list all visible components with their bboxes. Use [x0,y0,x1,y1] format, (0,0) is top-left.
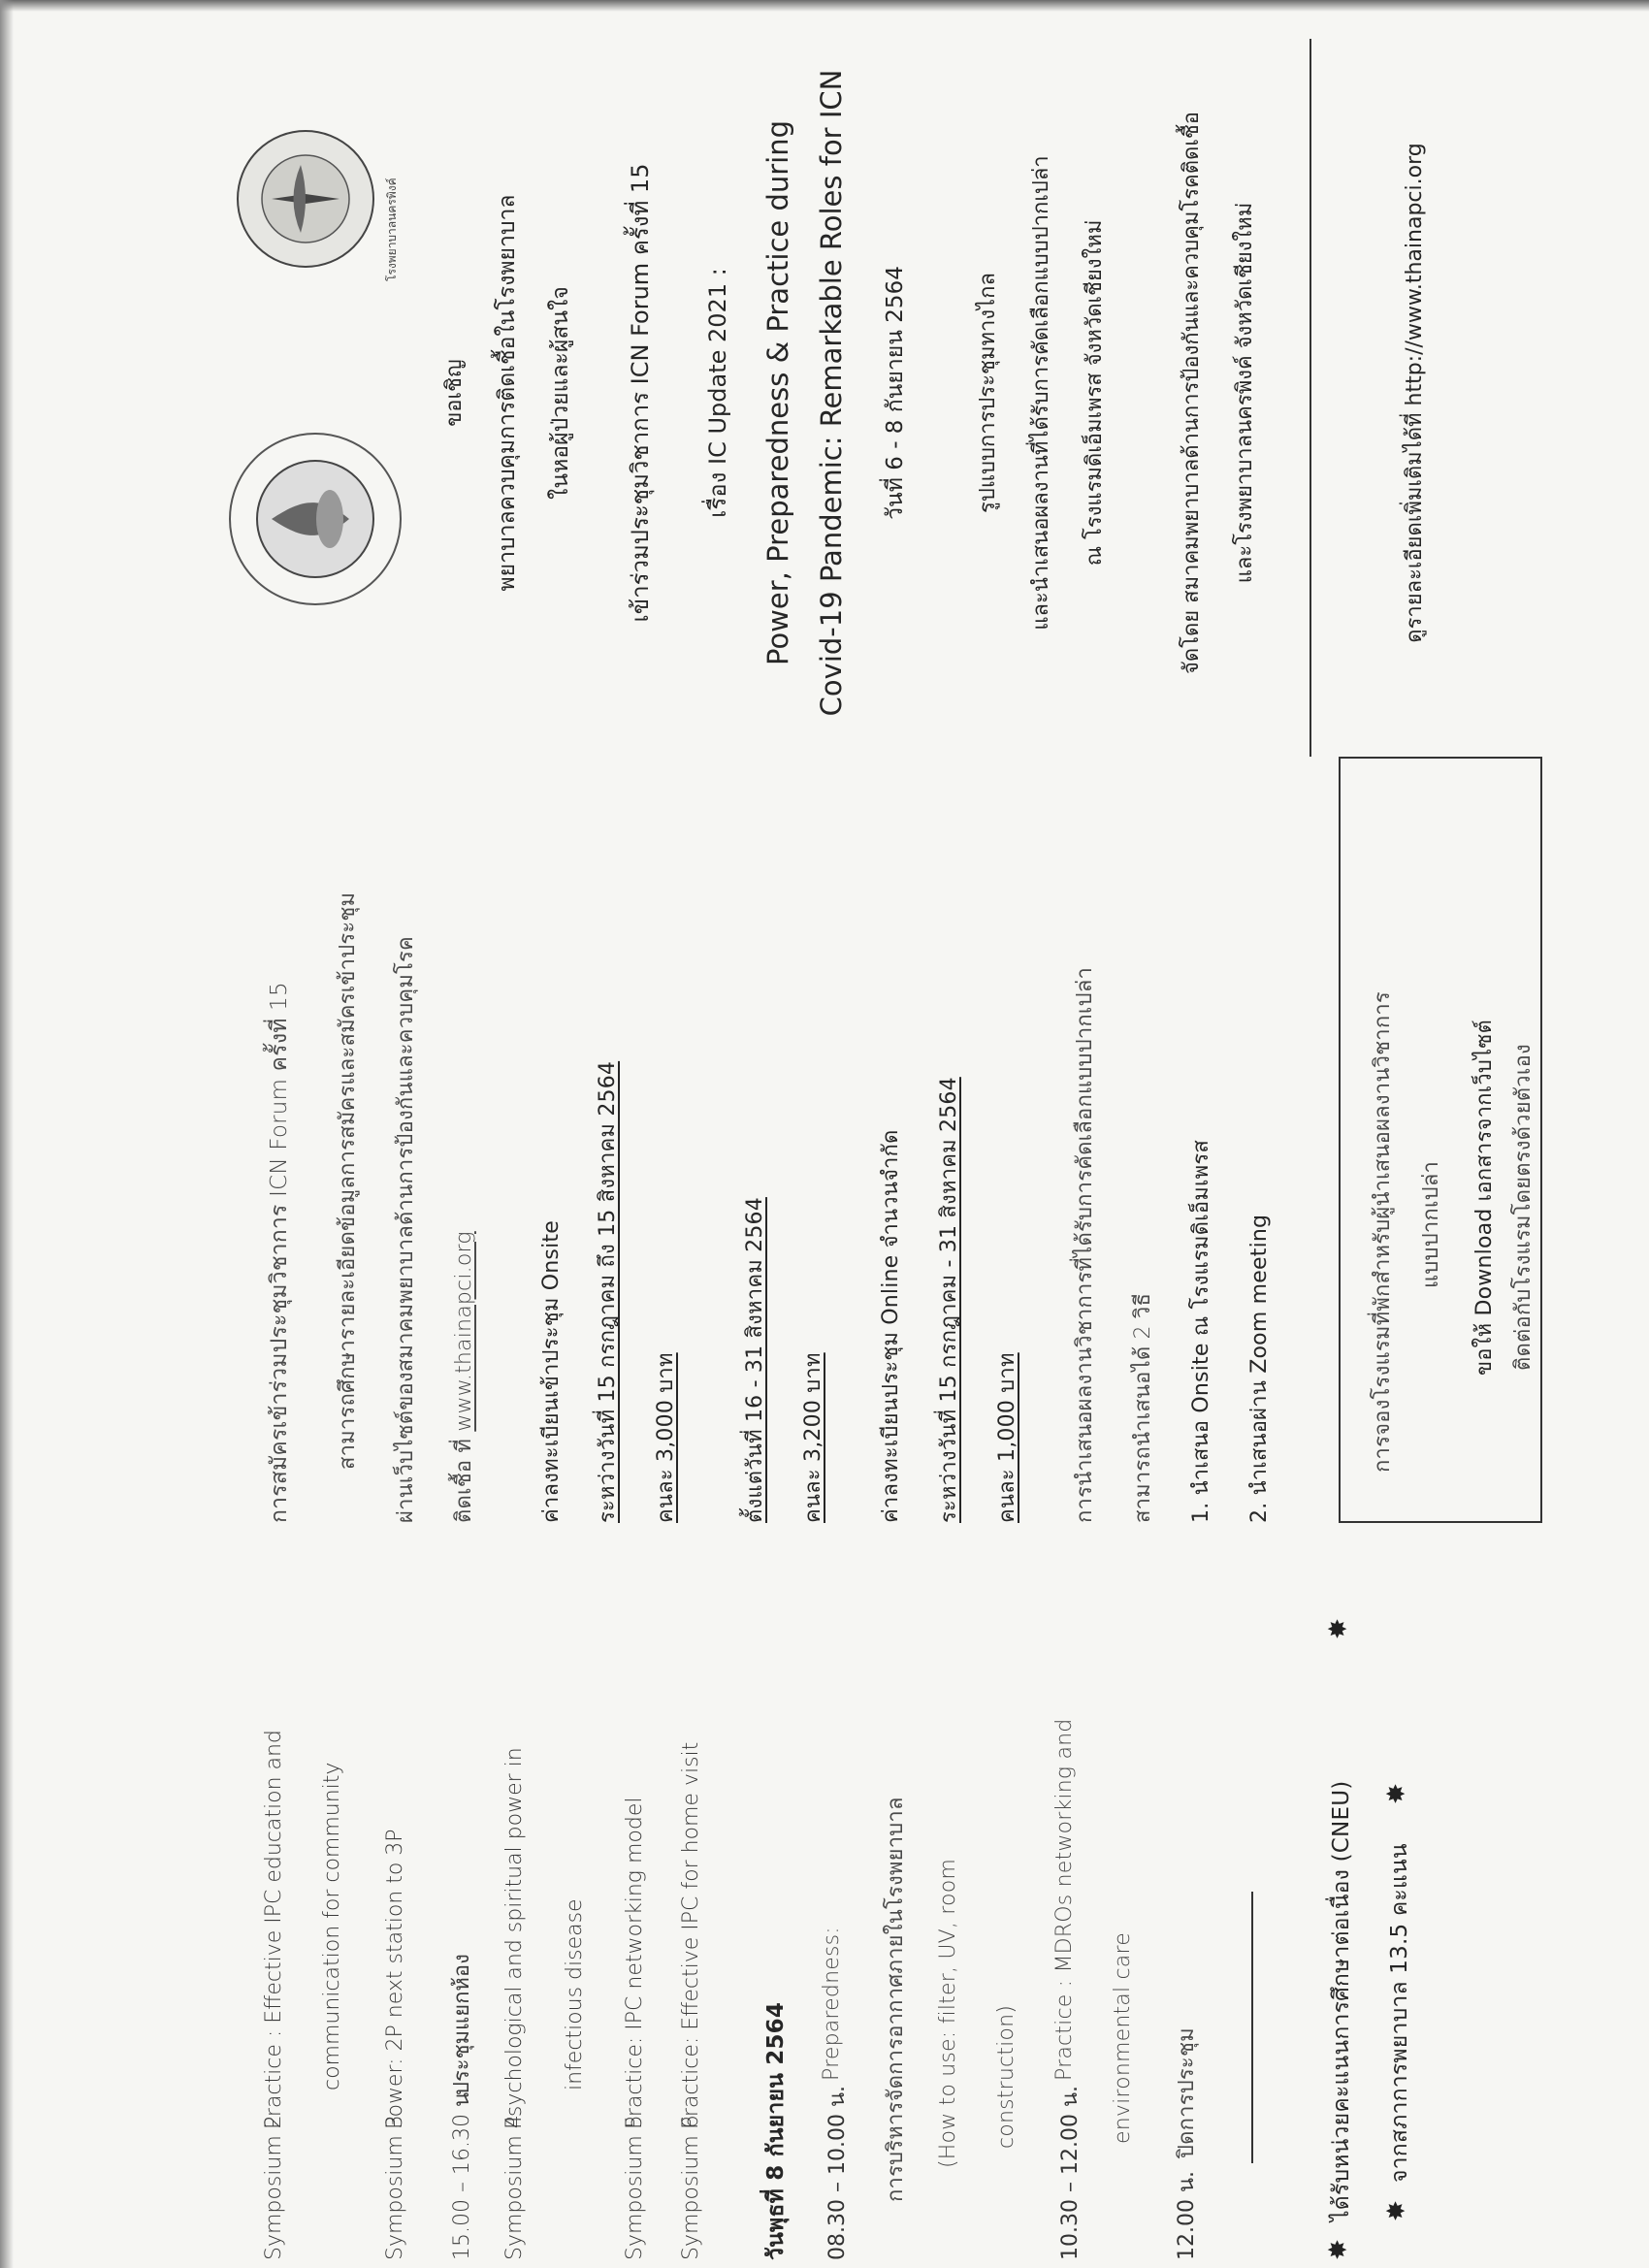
rotated-brochure [39,29,1610,2260]
symposium-2-row [262,1523,301,2260]
schedule-time: 10.30 – 12.00 น. [1058,2086,1083,2260]
registration-intro [446,1231,480,1523]
registration-intro: ผ่านเว็บไซต์ของสมาคมพยาบาลด้านการป้องกันและควบคุมโรค [394,936,418,1523]
schedule-time: 12.00 น. [1175,2170,1199,2260]
presentation-text: การนำเสนอผลงานวิชาการที่ได้รับการคัดเลือกแบบปากเปล่า [1073,966,1097,1523]
symposium-text: Psychological and spiritual power in [502,1747,527,2129]
invite-text: ขอเชิญ [442,359,467,427]
conference-title: Covid-19 Pandemic: Remarkable Roles for ICN [815,69,848,717]
association-logo-icon [223,427,407,611]
symposium-text: Practice : Effective IPC education and [262,1730,286,2129]
invitee-text: ในหอผู้ป่วยและผู้สนใจ [548,286,573,500]
schedule-text: (How to use: filter, UV, room [936,1858,960,2168]
symposium-label: Symposium 6 [679,2115,703,2260]
symposium-2-row-cont [320,1523,359,2260]
format-text: และนำเสนอผลงานที่ได้รับการคัดเลือกแบบปากเปล่า [1029,155,1053,631]
website-link[interactable]: www.thainapci.org [452,1231,476,1432]
onsite-period: ระหว่างวันที่ 15 กรกฎาคม ถึง 15 สิงหาคม 2564 [596,1060,620,1523]
registration-heading: การสมัครเข้าร่วมประชุมวิชาการ ICN Forum ครั้งที่ 15 [267,982,292,1523]
registration-panel [39,757,1610,1523]
symposium-4-row [502,1523,541,2260]
registration-intro-prefix: ติดเชื้อ ที่ [452,1431,476,1523]
format-text: ณ โรงแรมดิเอ็มเพรส จังหวัดเชียงใหม่ [1083,219,1107,567]
organizer-text: และโรงพยาบาลนครพิงค์ จังหวัดเชียงใหม่ [1233,202,1257,584]
symposium-text: infectious disease [563,1898,587,2090]
symposium-text: communication for community [320,1762,344,2090]
schedule-text: Preparedness: [820,1927,844,2081]
online-fee-title: ค่าลงทะเบียนประชุม Online จำนวนจำกัด [879,1129,903,1523]
symposium-4-row-cont [563,1523,601,2260]
scan-edge-left [0,0,14,2268]
cneu-points: จากสภาการพยาบาล 13.5 คะแนน [1387,1843,1412,2183]
symposium-label: Symposium 3 [383,2115,407,2260]
topic-text: เรื่อง IC Update 2021 : [704,268,731,518]
symposium-5-row [623,1523,662,2260]
onsite-fee-title: ค่าลงทะเบียนเข้าประชุม Onsite [539,1220,564,1523]
online-period: ระหว่างวันที่ 15 กรกฎาคม - 31 สิงหาคม 2564 [937,1077,961,1523]
conference-title: Power, Preparedness & Practice during [761,119,794,666]
symposium-label: Symposium 2 [262,2115,286,2260]
schedule-text: environmental care [1111,1932,1135,2144]
late-period: ตั้งแต่วันที่ 16 - 31 สิงหาคม 2564 [743,1197,767,1523]
hotel-booking-box [1339,757,1542,1523]
ministry-seal-icon [233,126,378,272]
more-info-link[interactable]: ดูรายละเอียดเพิ่มเติมได้ที่ http://www.thainapci.org [1403,143,1427,643]
late-fee: คนละ 3,200 บาท [801,1352,825,1523]
section-divider [1251,1892,1253,2163]
session-text: ประชุมแยกห้อง [450,1954,474,2095]
hospital-caption: โรงพยาบาลนครพิงค์ [385,178,399,281]
scan-edge-top [0,0,1649,12]
symposium-text: Power: 2P next station to 3P [383,1829,407,2129]
organizer-text: จัดโดย สมาคมพยาบาลด้านการป้องกันและควบคุมโรคติดเชื้อ [1180,112,1204,674]
session-time: 15.00 – 16.30 น. [450,2086,474,2260]
onsite-fee: คนละ 3,000 บาท [654,1352,678,1523]
star-icon: ✸ [1324,1618,1353,1639]
symposium-label: Symposium 4 [502,2115,527,2260]
hotel-note: การจองโรงแรมที่พักสำหรับผู้นำเสนอผลงานวิชาการ [1371,991,1395,1473]
star-icon: ✸ [1382,2200,1411,2221]
format-text: รูปแบบการประชุมทางไกล [976,273,1000,513]
schedule-text: Practice : MDROs networking and [1052,1718,1077,2081]
online-fee: คนละ 1,000 บาท [995,1352,1019,1523]
footer-divider [1310,39,1311,757]
invitee-text: พยาบาลควบคุมการติดเชื้อในโรงพยาบาล [495,194,520,592]
presentation-option: 1. นำเสนอ Onsite ณ โรงแรมดิเอ็มเพรส [1189,1139,1213,1523]
conference-dates: วันที่ 6 - 8 กันยายน 2564 [883,266,908,520]
schedule-time: 08.30 – 10.00 น. [825,2086,850,2260]
presentation-text: สามารถนำเสนอได้ 2 วิธี [1131,1292,1155,1523]
attend-text: เข้าร่วมประชุมวิชาการ ICN Forum ครั้งที่ 15 [627,163,654,623]
cneu-credit: ได้รับหน่วยคะแนนการศึกษาต่อเนื่อง (CNEU) [1329,1780,1354,2221]
breakout-row [444,1523,483,2260]
registration-intro: สามารถศึกษารายละเอียดข้อมูลการสมัครและสมัครเข้าประชุม [336,891,360,1470]
symposium-3-row [383,1523,422,2260]
symposium-text: Practice: Effective IPC for home visit [679,1741,703,2129]
hotel-note: ติดต่อกับโรงแรมโดยตรงด้วยตัวเอง [1511,1044,1536,1371]
schedule-text: การบริหารจัดการอากาศภายในโรงพยาบาล [884,1797,908,2202]
schedule-text: ปิดการประชุม [1175,2027,1199,2158]
star-icon: ✸ [1382,1783,1411,1804]
cover-panel [39,29,1610,757]
star-icon: ✸ [1324,2239,1353,2260]
programme-panel [39,1523,1610,2260]
schedule-text: construction) [994,2005,1018,2149]
symposium-6-row [679,1523,718,2260]
hotel-note: แบบปากเปล่า [1419,1160,1443,1288]
hotel-note: ขอให้ Download เอกสารจากเว็บไซต์ [1472,1020,1497,1376]
day-heading: วันพุธที่ 8 กันยายน 2564 [763,2001,789,2260]
presentation-option: 2. นำเสนอผ่าน Zoom meeting [1247,1214,1272,1523]
symposium-text: Practice: IPC networking model [623,1797,647,2129]
symposium-label: Symposium 5 [623,2115,647,2260]
logo-area [223,49,407,737]
